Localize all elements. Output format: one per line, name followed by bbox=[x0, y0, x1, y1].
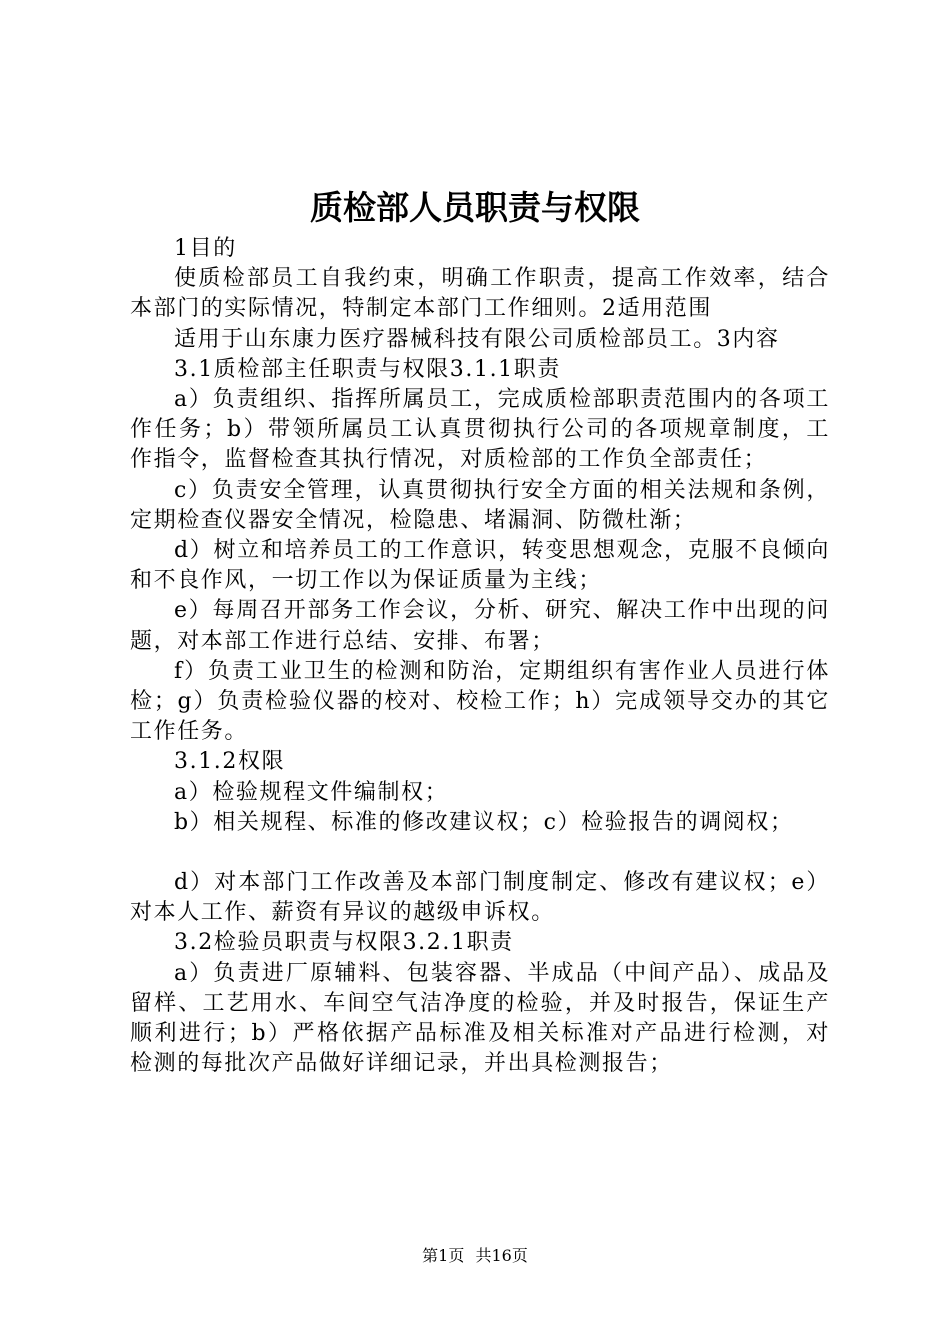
paragraph: 3.2检验员职责与权限3.2.1职责 bbox=[174, 930, 514, 956]
paragraph: c）负责安全管理，认真贯彻执行安全方面的相关法规和条例，定期检查仪器安全情况，检隐患、堵漏洞、防微杜渐； bbox=[130, 477, 830, 533]
document-body bbox=[130, 234, 830, 1079]
paragraph: a）负责组织、指挥所属员工，完成质检部职责范围内的各项工作任务；b）带领所属员工认真贯彻执行公司的各项规章制度，工作指令，监督检查其执行情况，对质检部的工作负全部责任； bbox=[130, 387, 830, 473]
paragraph: e）每周召开部务工作会议，分析、研究、解决工作中出现的问题，对本部工作进行总结、安排、布署； bbox=[130, 598, 830, 654]
paragraph: a）检验规程文件编制权； bbox=[174, 779, 449, 805]
paragraph: b）相关规程、标准的修改建议权；c）检验报告的调阅权； bbox=[174, 809, 794, 835]
paragraph: 3.1质检部主任职责与权限3.1.1职责 bbox=[174, 356, 561, 382]
paragraph: f）负责工业卫生的检测和防治，定期组织有害作业人员进行体检；g）负责检验仪器的校对、校检工作；h）完成领导交办的其它工作任务。 bbox=[130, 658, 830, 745]
paragraph: 适用于山东康力医疗器械科技有限公司质检部员工。3内容 bbox=[174, 326, 780, 352]
document-title: 质检部人员职责与权限 bbox=[310, 188, 640, 227]
paragraph: 使质检部员工自我约束，明确工作职责，提高工作效率，结合本部门的实际情况，特制定本部门工作细则。2适用范围 bbox=[130, 266, 830, 322]
paragraph: d）对本部门工作改善及本部门制度制定、修改有建议权；e）对本人工作、薪资有异议的越级申诉权。 bbox=[130, 870, 830, 926]
page-total: 共16页 bbox=[475, 1246, 528, 1265]
page-number: 第1页 bbox=[422, 1246, 465, 1265]
paragraph: d）树立和培养员工的工作意识，转变思想观念，克服不良倾向和不良作风，一切工作以为保证质量为主线； bbox=[130, 538, 830, 594]
paragraph: 1目的 bbox=[174, 236, 237, 261]
page-footer bbox=[0, 1243, 950, 1266]
paragraph: a）负责进厂原辅料、包装容器、半成品（中间产品）、成品及留样、工艺用水、车间空气洁净度的检验，并及时报告，保证生产顺利进行；b）严格依据产品标准及相关标准对产品进行检测，对检测的每批次产品做好详细记录，并出具检测报告； bbox=[130, 960, 830, 1077]
paragraph: 3.1.2权限 bbox=[174, 749, 286, 775]
